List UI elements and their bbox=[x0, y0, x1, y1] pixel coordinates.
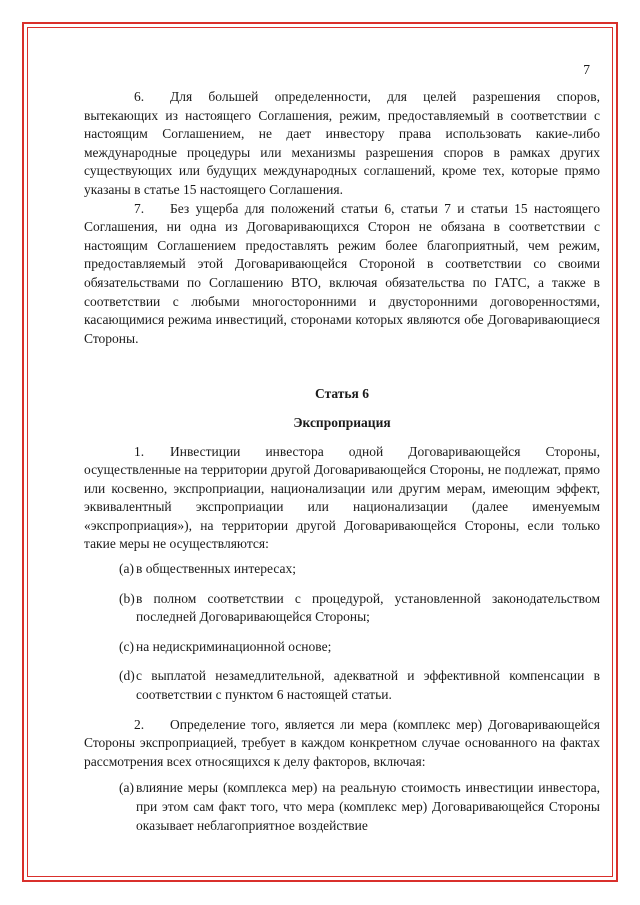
paragraph-number: 1. bbox=[134, 443, 145, 459]
list-marker: (b) bbox=[119, 590, 135, 606]
list-text: на недискриминационной основе; bbox=[136, 638, 332, 654]
article-subtitle: Экспроприация bbox=[293, 414, 391, 430]
paragraph-text: Для большей определенности, для целей разрешения споров, вытекающих из настоящего Соглашения, режим, предоставляемый в соответствии с настоящим Соглашением, не дает инвестору права использовать какие-либо международные процедуры или механизмы разрешения споров в рамках других существующих или будущих международных соглашений, кроме тех, которые прямо указаны в статье 15 настоящего Соглашения. bbox=[84, 89, 600, 197]
list-item bbox=[84, 638, 600, 657]
paragraph-7 bbox=[84, 200, 600, 349]
paragraph-number: 7. bbox=[134, 200, 145, 216]
article-title: Статья 6 bbox=[315, 386, 369, 402]
list-marker: (d) bbox=[119, 668, 135, 684]
list-item bbox=[84, 560, 600, 579]
list-item bbox=[84, 667, 600, 704]
page-number: 7 bbox=[583, 62, 590, 77]
document-body bbox=[84, 88, 600, 835]
list-text: влияние меры (комплекса мер) на реальную стоимость инвестиции инвестора, при этом сам факт того, что мера (комплекс мер) Договаривающейся Стороны оказывает неблагоприятное воздействие bbox=[136, 780, 600, 833]
list-item bbox=[84, 590, 600, 627]
list-text: в полном соответствии с процедурой, установленной законодательством последней Договаривающейся Стороны; bbox=[136, 590, 600, 625]
list-item bbox=[84, 779, 600, 835]
list-marker: (c) bbox=[119, 638, 134, 654]
list-marker: (a) bbox=[119, 780, 134, 796]
article-paragraph-2 bbox=[84, 716, 600, 772]
paragraph-text: Определение того, является ли мера (комплекс мер) Договаривающейся Стороны экспроприацией, требует в каждом конкретном случае основанного на фактах рассмотрения всех относящихся к делу факторов, включая: bbox=[84, 716, 600, 769]
paragraph-6 bbox=[84, 88, 600, 200]
article-paragraph-1 bbox=[84, 443, 600, 555]
list-text: в общественных интересах; bbox=[136, 561, 296, 577]
list-marker: (a) bbox=[119, 561, 134, 577]
paragraph-number: 6. bbox=[134, 89, 145, 104]
list-text: с выплатой незамедлительной, адекватной и эффективной компенсации в соответствии с пунктом 6 настоящей статьи. bbox=[136, 668, 600, 703]
paragraph-text: Инвестиции инвестора одной Договаривающейся Стороны, осуществленные на территории другой Договаривающейся Стороны, не подлежат, прямо или косвенно, экспроприации, национализации или другим мерам, имеющим эффект, эквивалентный экспроприации или национализации (далее именуемым «экспроприация»), на территории другой Договаривающейся Стороны, если только такие меры не осуществляются: bbox=[84, 443, 600, 552]
paragraph-text: Без ущерба для положений статьи 6, статьи 7 и статьи 15 настоящего Соглашения, ни одна из Договаривающихся Сторон не обязана в соответствии с настоящим Соглашением предоставлять режим более благоприятный, чем режим, предоставляемый этой Договаривающейся Стороной в соответствии со своими обязательствами по Соглашению ВТО, включая обязательства по ГАТС, а также в соответствии с любыми многосторонними и двусторонними договоренностями, касающимися режима инвестиций, сторонами которых являются обе Договаривающиеся Стороны. bbox=[84, 200, 600, 346]
paragraph-number: 2. bbox=[134, 716, 145, 732]
